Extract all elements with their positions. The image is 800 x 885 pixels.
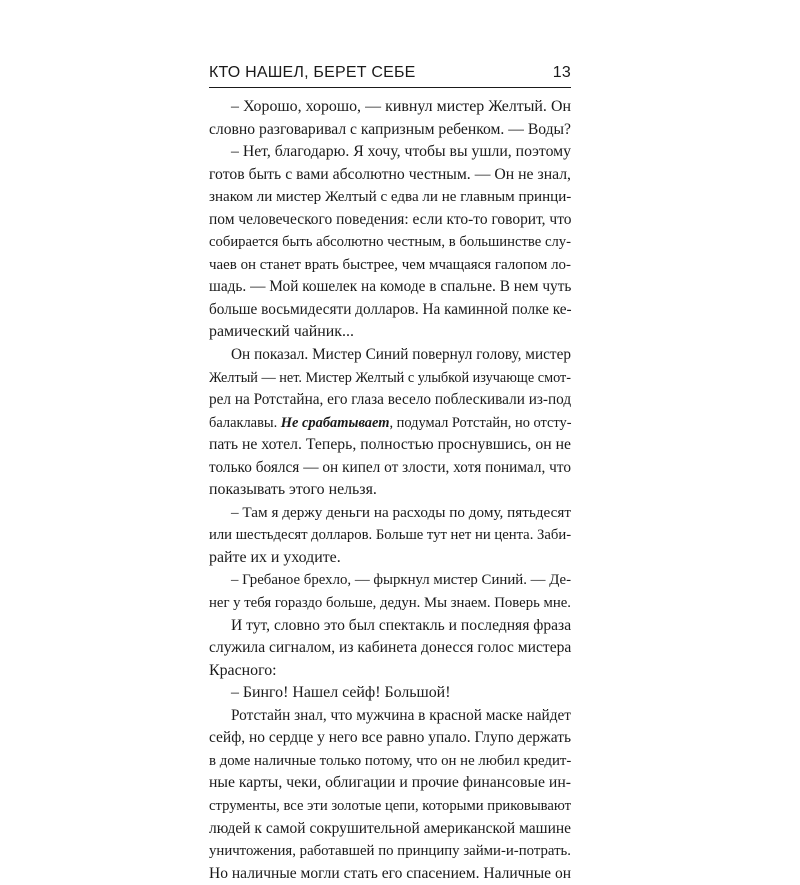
text-line: пом человеческого поведения: если кто-то говорит, что [209, 210, 572, 228]
text-line: Желтый — нет. Мистер Желтый с улыбкой изучающе смот- [209, 369, 572, 386]
text-line [209, 412, 571, 435]
text-line: или шестьдесят долларов. Больше тут нет ни цента. Заби- [209, 527, 572, 544]
text-line: Ротстайн знал, что мужчина в красной маске найдет [231, 706, 571, 724]
text-run: балаклавы. [209, 414, 281, 431]
emphasized-phrase: Не срабатывает [280, 414, 390, 431]
text-line: И тут, словно это был спектакль и последняя фраза [231, 616, 572, 634]
text-line: знаком ли мистер Желтый с едва ли не главным принци- [209, 189, 572, 206]
running-head [209, 64, 571, 86]
text-line: – Гребаное брехло, — фыркнул мистер Синий. — Де- [231, 572, 572, 589]
text-line: готов быть с вами абсолютно честным. — Он не знал, [209, 165, 571, 183]
text-line: струменты, все эти золотые цепи, которыми приковывают [209, 797, 572, 814]
text-line: сейф, но сердце у него все равно упало. Глупо держать [209, 729, 572, 747]
body-text [209, 96, 571, 885]
running-title: КТО НАШЕЛ, БЕРЕТ СЕБЕ [209, 64, 416, 81]
text-line: только боялся — он кипел от злости, хотя понимал, что [209, 458, 571, 476]
text-line: Красного: [209, 661, 277, 679]
text-line: ные карты, чеки, облигации и прочие финансовые ин- [209, 774, 571, 792]
text-line: людей к самой сокрушительной американской машине [209, 819, 571, 837]
text-line: – Бинго! Нашел сейф! Большой! [231, 684, 451, 702]
text-line: больше восьмидесяти долларов. На каминной полке ке- [209, 300, 572, 318]
header-rule [209, 87, 571, 88]
text-line: собирается быть абсолютно честным, в большинстве слу- [209, 234, 571, 251]
text-line: пать не хотел. Теперь, полностью проснувшись, он не [209, 436, 571, 454]
text-line: – Хорошо, хорошо, — кивнул мистер Желтый. Он [231, 98, 571, 115]
page-number: 13 [552, 64, 571, 81]
text-line: показывать этого нельзя. [209, 481, 377, 499]
text-line: – Нет, благодарю. Я хочу, чтобы вы ушли, поэтому [231, 143, 571, 161]
text-line: шадь. — Мой кошелек на комоде в спальне. В нем чуть [209, 278, 572, 296]
text-line: служила сигналом, из кабинета донесся голос мистера [209, 639, 572, 657]
text-line: рамический чайник... [209, 323, 354, 341]
text-line: рел на Ротстайна, его глаза весело поблескивали из-под [209, 391, 572, 409]
text-line: уничтожения, работавшей по принципу займи-и-потрать. [209, 843, 571, 860]
text-line: Но наличные могли стать его спасением. Наличные он [209, 864, 571, 882]
text-line: нег у тебя гораздо больше, дедун. Мы знаем. Поверь мне. [209, 595, 571, 612]
text-run: , подумал Ротстайн, но отсту- [389, 414, 572, 431]
text-line: чаев он станет врать быстрее, чем мчащаяся галопом ло- [209, 256, 571, 273]
text-line: райте их и уходите. [209, 548, 341, 566]
text-line: – Там я держу деньги на расходы по дому, пятьдесят [231, 503, 571, 521]
text-line: в доме наличные только потому, что он не любил кредит- [209, 752, 572, 769]
text-line: словно разговаривал с капризным ребенком. — Воды? [209, 120, 571, 138]
text-line: Он показал. Мистер Синий повернул голову, мистер [231, 346, 571, 364]
